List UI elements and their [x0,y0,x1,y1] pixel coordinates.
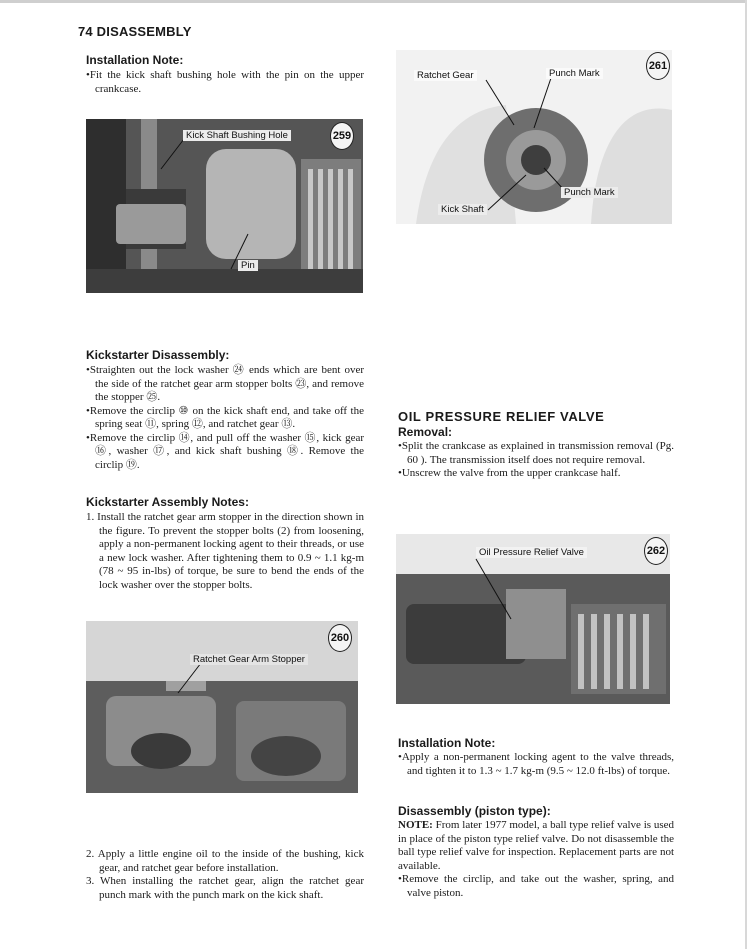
oil-pressure-relief-valve-heading: OIL PRESSURE RELIEF VALVE [398,409,605,424]
kickstarter-disassembly-bullet: •Remove the circlip ⑩ on the kick shaft end, and take off the spring seat ⑪, spring ⑫, and ratchet gear ⑬. [86,404,364,430]
label-punch-mark-top: Punch Mark [546,68,603,79]
assembly-note-item: 2. Apply a little engine oil to the inside of the bushing, kick gear, and ratchet gear before installation. [86,848,364,874]
removal-bullet: •Split the crankcase as explained in transmission removal (Pg. 60 ). The transmission itself does not require removal. [398,440,674,466]
removal-heading: Removal: [398,425,453,439]
figure-262-illustration [396,534,670,704]
assembly-note-item: 3. When installing the ratchet gear, align the ratchet gear punch mark with the punch mark on the kick shaft. [86,875,364,901]
assembly-note-item: 1. Install the ratchet gear arm stopper in the direction shown in the figure. To prevent the stopper bolts (2) from loosening, apply a non-permanent locking agent to their threads, or use a new lock washer. After tightening them to 0.9 ~ 1.1 kg-m (78 ~ 95 in-lbs) of torque, be sure to bend the ends of the lock washer over the stopper bolts. [86,511,364,591]
installation-note-bullet: •Fit the kick shaft bushing hole with the pin on the upper crankcase. [86,69,364,95]
removal-bullet: •Unscrew the valve from the upper crankcase half. [398,467,621,479]
label-ratchet-gear-arm-stopper: Ratchet Gear Arm Stopper [190,654,308,665]
installation-note-heading: Installation Note: [86,53,184,67]
figure-259-photo [86,119,363,293]
kickstarter-assembly-notes-text [86,511,364,592]
installation-note-text [86,69,364,96]
figure-261-photo [396,50,672,224]
note-text: From later 1977 model, a ball type relief valve is used in place of the piston type relief valve. Do not disassemble the ball type relief valve for inspection. Replacement parts are not available. [398,819,674,872]
piston-type-bullet: •Remove the circlip, and take out the washer, spring, and valve piston. [398,873,674,899]
piston-type-heading: Disassembly (piston type): [398,804,551,818]
piston-type-text [398,819,674,900]
label-punch-mark-bottom: Punch Mark [561,187,618,198]
kickstarter-disassembly-bullet: •Remove the circlip ⑭, and pull off the washer ⑮, kick gear ⑯, washer ⑰, and kick shaft bushing ⑱. Remove the circlip ⑲. [86,431,364,471]
piston-type-note [398,819,674,873]
valve-installation-note-text [398,751,674,778]
page-header: 74 DISASSEMBLY [78,24,192,39]
valve-installation-note-heading: Installation Note: [398,736,496,750]
figure-260-photo [86,621,358,793]
figure-259-illustration [86,119,363,293]
figure-260-illustration [86,621,358,793]
kickstarter-disassembly-text [86,364,364,472]
kickstarter-disassembly-heading: Kickstarter Disassembly: [86,348,230,362]
label-ratchet-gear: Ratchet Gear [414,70,477,81]
valve-installation-bullet: •Apply a non-permanent locking agent to the valve threads, and tighten it to 1.3 ~ 1.7 kg-m (9.5 ~ 12.0 ft-lbs) of torque. [398,751,674,777]
label-kick-shaft: Kick Shaft [438,204,487,215]
figure-260-number: 260 [328,624,352,652]
label-kick-shaft-bushing-hole: Kick Shaft Bushing Hole [183,130,291,141]
assembly-notes-continued [86,848,364,902]
figure-262-number: 262 [644,537,668,565]
figure-259-number: 259 [330,122,354,150]
note-label: NOTE: [398,819,433,831]
page-top-edge [0,0,747,3]
label-pin: Pin [238,260,258,271]
figure-261-number: 261 [646,52,670,80]
kickstarter-assembly-notes-heading: Kickstarter Assembly Notes: [86,495,249,509]
kickstarter-disassembly-bullet: •Straighten out the lock washer ㉔ ends which are bent over the side of the ratchet gear arm stopper bolts ㉓, and remove the stopper ㉕. [86,364,364,403]
removal-text [398,440,674,481]
label-oil-pressure-relief-valve: Oil Pressure Relief Valve [476,547,587,558]
figure-262-photo [396,534,670,704]
